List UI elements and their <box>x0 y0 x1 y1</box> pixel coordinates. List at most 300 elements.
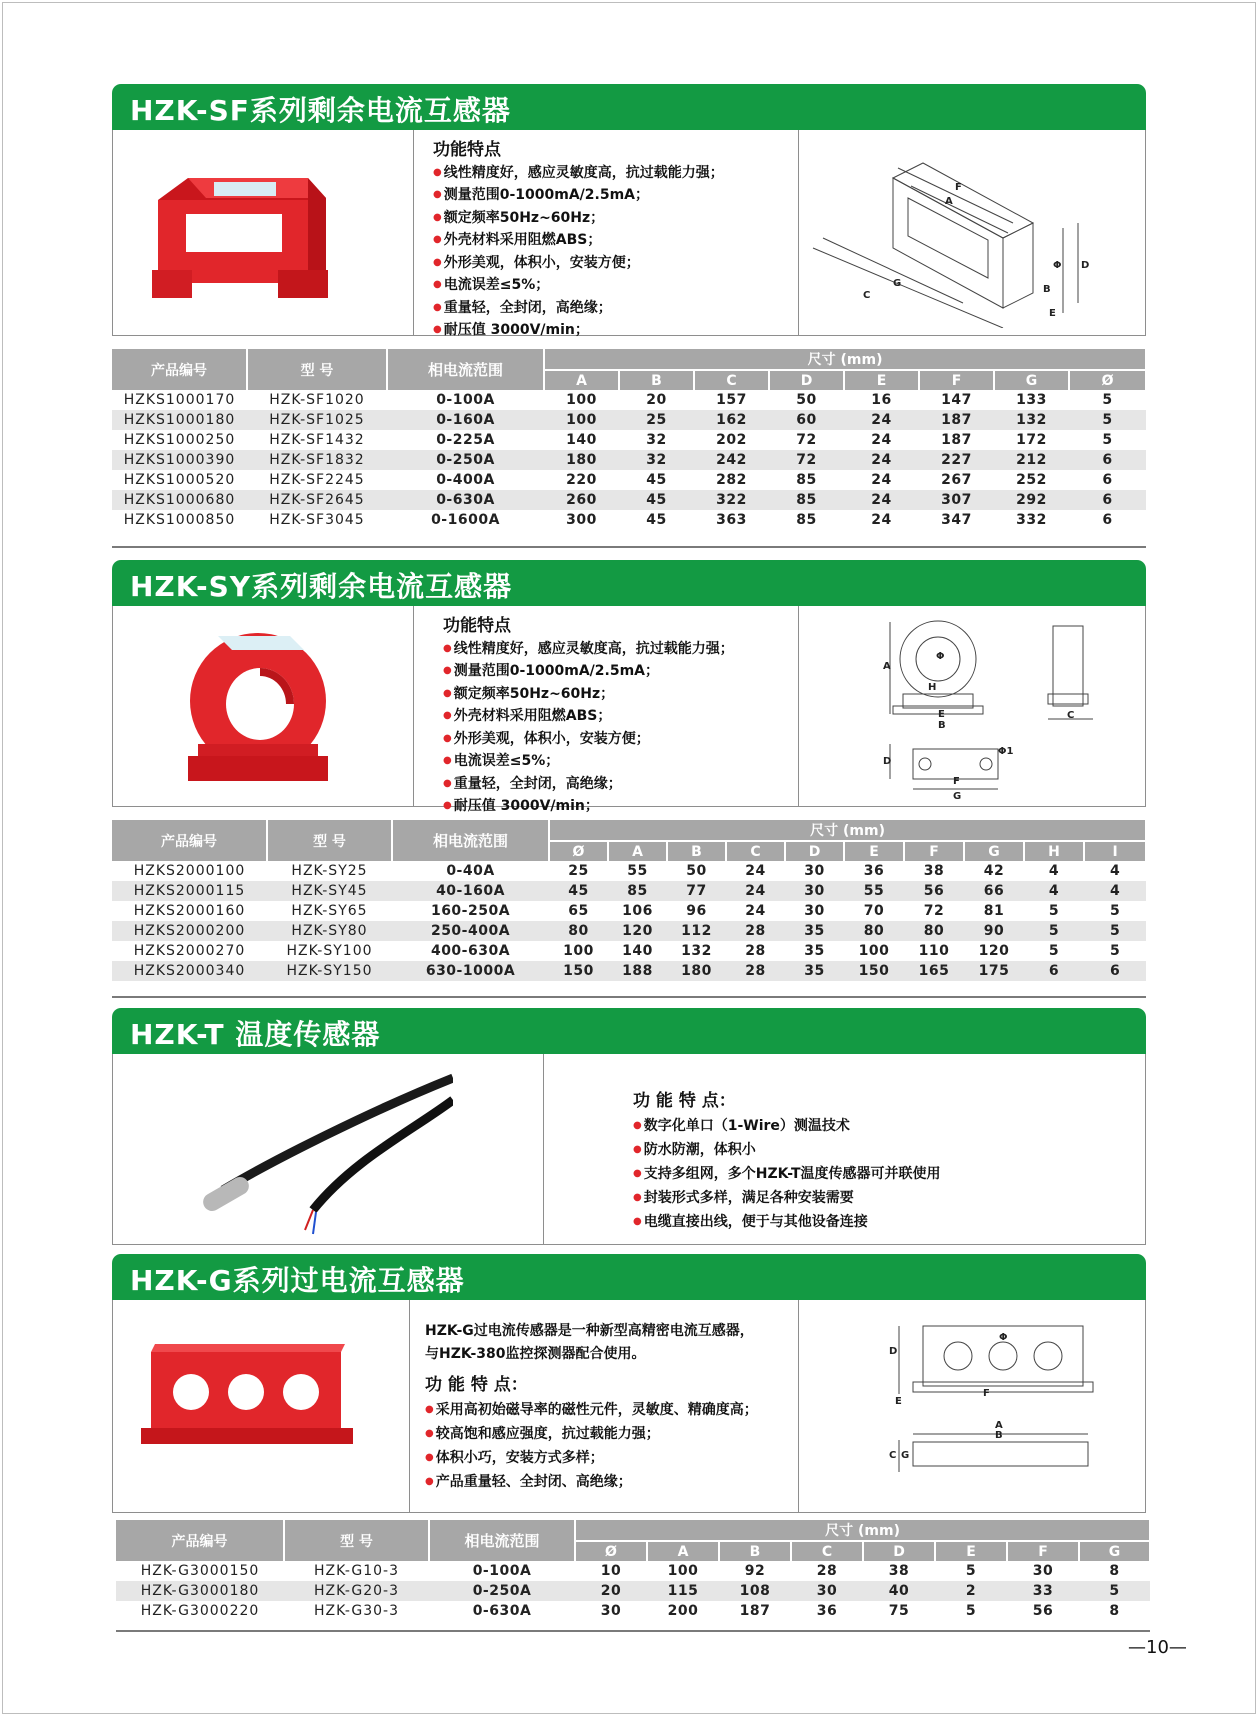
cell-dimension: 5 <box>1084 901 1146 921</box>
section-header <box>112 1008 1146 1054</box>
feature-item: ● 采用高初始磁导率的磁性元件，灵敏度、精确度高； <box>425 1399 758 1423</box>
svg-text:F: F <box>953 776 960 787</box>
section-title: HZK-G系列过电流互感器 <box>130 1264 465 1297</box>
table-row <box>116 1581 1150 1601</box>
cell-dimension: 8 <box>1079 1561 1150 1581</box>
svg-text:G: G <box>893 278 902 289</box>
cell-code: HZKS1000520 <box>112 470 247 490</box>
svg-text:Φ1: Φ1 <box>998 746 1014 757</box>
intro-text <box>425 1320 758 1495</box>
cell-dimension: 56 <box>904 881 964 901</box>
cell-dimension: 157 <box>694 390 769 410</box>
table-row <box>112 961 1146 981</box>
feature-item: ● 电流误差≤5%； <box>433 275 724 298</box>
cell-dimension: 150 <box>844 961 904 981</box>
table-row <box>112 430 1146 450</box>
table-rule <box>112 546 1146 548</box>
cell-model: HZK-SF2245 <box>247 470 387 490</box>
section-title: HZK-SF系列剩余电流互感器 <box>130 94 511 127</box>
cell-dimension: 24 <box>844 450 919 470</box>
cell-dimension: 75 <box>863 1601 935 1621</box>
cell-dimension: 187 <box>919 430 994 450</box>
feature-item: ● 重量轻，全封闭，高绝缘； <box>433 298 724 321</box>
dim-header: B <box>619 370 694 390</box>
cell-dimension: 4 <box>1024 881 1084 901</box>
cell-code: HZKS2000115 <box>112 881 267 901</box>
feature-item: ● 数字化单口（1-Wire）测温技术 <box>633 1115 941 1139</box>
dimension-drawing-g <box>803 1312 1143 1502</box>
table-row <box>112 921 1146 941</box>
cell-dimension: 24 <box>844 410 919 430</box>
feature-item: ● 封装形式多样，满足各种安装需要 <box>633 1187 941 1211</box>
cell-dimension: 252 <box>994 470 1069 490</box>
col-header-dimensions: 尺寸 (mm) <box>544 349 1146 370</box>
dim-header: A <box>647 1541 719 1561</box>
section-g <box>112 1254 1146 1513</box>
cell-code: HZKS2000340 <box>112 961 267 981</box>
cell-model: HZK-G30-3 <box>284 1601 429 1621</box>
cell-code: HZKS1000170 <box>112 390 247 410</box>
cell-dimension: 5 <box>1084 921 1146 941</box>
cell-dimension: 322 <box>694 490 769 510</box>
cell-dimension: 6 <box>1084 961 1146 981</box>
cell-dimension: 6 <box>1069 450 1146 470</box>
feature-item: ● 线性精度好，感应灵敏度高，抗过载能力强； <box>433 163 724 186</box>
cell-dimension: 85 <box>769 490 844 510</box>
svg-text:E: E <box>895 1396 902 1407</box>
cell-dimension: 5 <box>1069 390 1146 410</box>
cell-dimension: 24 <box>844 470 919 490</box>
dim-header: E <box>844 370 919 390</box>
product-photo-t <box>193 1070 453 1240</box>
cell-dimension: 30 <box>1007 1561 1079 1581</box>
page-number: —10— <box>1128 1637 1187 1658</box>
cell-dimension: 30 <box>785 861 844 881</box>
product-panel <box>112 1054 1146 1245</box>
cell-code: HZKS1000250 <box>112 430 247 450</box>
svg-text:A: A <box>995 1420 1003 1431</box>
product-photo-sf <box>148 158 348 308</box>
cell-range: 40-160A <box>392 881 549 901</box>
cell-dimension: 30 <box>575 1601 647 1621</box>
cell-dimension: 300 <box>544 510 619 530</box>
cell-dimension: 8 <box>1079 1601 1150 1621</box>
cell-model: HZK-SY45 <box>267 881 392 901</box>
product-panel <box>112 606 1146 814</box>
cell-dimension: 180 <box>667 961 726 981</box>
cell-code: HZKS2000200 <box>112 921 267 941</box>
cell-dimension: 25 <box>619 410 694 430</box>
cell-dimension: 5 <box>935 1561 1007 1581</box>
cell-dimension: 120 <box>608 921 667 941</box>
cell-dimension: 200 <box>647 1601 719 1621</box>
dim-header: G <box>1079 1541 1150 1561</box>
cell-dimension: 5 <box>1024 901 1084 921</box>
cell-dimension: 85 <box>608 881 667 901</box>
feature-item: ● 耐压值 3000V/min； <box>443 796 734 819</box>
cell-code: HZK-G3000220 <box>116 1601 284 1621</box>
cell-dimension: 108 <box>719 1581 791 1601</box>
cell-dimension: 24 <box>844 510 919 530</box>
cell-dimension: 36 <box>844 861 904 881</box>
dim-header: A <box>544 370 619 390</box>
table-row <box>112 390 1146 410</box>
cell-dimension: 70 <box>844 901 904 921</box>
feature-item: ● 外形美观，体积小，安装方便； <box>443 729 734 752</box>
svg-text:B: B <box>1043 284 1051 295</box>
cell-dimension: 45 <box>549 881 608 901</box>
svg-text:A: A <box>945 196 953 207</box>
cell-dimension: 6 <box>1069 510 1146 530</box>
dim-header: F <box>1007 1541 1079 1561</box>
col-header-range: 相电流范围 <box>429 1520 575 1561</box>
features-title: 功 能 特 点： <box>633 1091 736 1111</box>
feature-item: ● 外壳材料采用阻燃ABS； <box>443 706 734 729</box>
cell-dimension: 2 <box>935 1581 1007 1601</box>
cell-dimension: 28 <box>726 961 785 981</box>
cell-dimension: 363 <box>694 510 769 530</box>
cell-model: HZK-SF1832 <box>247 450 387 470</box>
section-title: HZK-T 温度传感器 <box>130 1018 381 1051</box>
svg-text:Φ: Φ <box>1053 260 1062 271</box>
cell-dimension: 24 <box>844 490 919 510</box>
intro-line: 与HZK-380监控探测器配合使用。 <box>425 1346 646 1362</box>
cell-dimension: 56 <box>1007 1601 1079 1621</box>
col-header-code: 产品编号 <box>112 349 247 390</box>
cell-dimension: 96 <box>667 901 726 921</box>
cell-dimension: 4 <box>1084 861 1146 881</box>
cell-range: 0-630A <box>429 1601 575 1621</box>
product-panel <box>112 1300 1146 1513</box>
cell-dimension: 133 <box>994 390 1069 410</box>
svg-text:E: E <box>938 709 945 720</box>
cell-dimension: 28 <box>726 941 785 961</box>
cell-dimension: 175 <box>964 961 1024 981</box>
cell-dimension: 36 <box>791 1601 863 1621</box>
svg-text:H: H <box>928 682 937 693</box>
dim-header: G <box>964 841 1024 861</box>
cell-dimension: 165 <box>904 961 964 981</box>
cell-dimension: 112 <box>667 921 726 941</box>
dim-header: Ø <box>575 1541 647 1561</box>
svg-text:D: D <box>1081 260 1090 271</box>
section-title: HZK-SY系列剩余电流互感器 <box>130 570 513 603</box>
cell-dimension: 6 <box>1069 470 1146 490</box>
svg-text:G: G <box>901 1450 910 1461</box>
feature-item: ● 线性精度好，感应灵敏度高，抗过载能力强； <box>443 639 734 662</box>
cell-dimension: 120 <box>964 941 1024 961</box>
cell-code: HZK-G3000150 <box>116 1561 284 1581</box>
cell-dimension: 187 <box>719 1601 791 1621</box>
feature-item: ● 测量范围0-1000mA/2.5mA； <box>433 185 724 208</box>
cell-dimension: 85 <box>769 510 844 530</box>
cell-dimension: 4 <box>1024 861 1084 881</box>
cell-range: 0-250A <box>429 1581 575 1601</box>
cell-model: HZK-SF1432 <box>247 430 387 450</box>
cell-range: 0-160A <box>387 410 544 430</box>
cell-dimension: 16 <box>844 390 919 410</box>
cell-dimension: 66 <box>964 881 1024 901</box>
dimension-drawing-sf <box>803 138 1143 328</box>
section-header <box>112 560 1146 606</box>
cell-dimension: 33 <box>1007 1581 1079 1601</box>
features-list <box>633 1090 941 1235</box>
cell-dimension: 5 <box>1084 941 1146 961</box>
features-list <box>443 616 734 819</box>
cell-model: HZK-G20-3 <box>284 1581 429 1601</box>
cell-range: 250-400A <box>392 921 549 941</box>
section-header <box>112 84 1146 130</box>
feature-item: ● 支持多组网，多个HZK-T温度传感器可并联使用 <box>633 1163 941 1187</box>
cell-range: 0-630A <box>387 490 544 510</box>
col-header-model: 型 号 <box>267 820 392 861</box>
cell-range: 630-1000A <box>392 961 549 981</box>
feature-item: ● 防水防潮，体积小 <box>633 1139 941 1163</box>
spec-table-sy <box>112 820 1147 981</box>
cell-dimension: 5 <box>1024 921 1084 941</box>
dim-header: C <box>726 841 785 861</box>
dim-header: Ø <box>1069 370 1146 390</box>
cell-dimension: 212 <box>994 450 1069 470</box>
cell-dimension: 227 <box>919 450 994 470</box>
table-row <box>116 1601 1150 1621</box>
cell-dimension: 40 <box>863 1581 935 1601</box>
cell-dimension: 24 <box>844 430 919 450</box>
cell-dimension: 38 <box>863 1561 935 1581</box>
cell-range: 0-225A <box>387 430 544 450</box>
dim-header: B <box>719 1541 791 1561</box>
feature-item: ● 产品重量轻、全封闭、高绝缘； <box>425 1471 758 1495</box>
section-header <box>112 1254 1146 1300</box>
cell-dimension: 10 <box>575 1561 647 1581</box>
cell-dimension: 100 <box>844 941 904 961</box>
svg-text:B: B <box>938 720 946 731</box>
feature-item: ● 重量轻，全封闭，高绝缘； <box>443 774 734 797</box>
table-row <box>112 881 1146 901</box>
cell-code: HZKS1000680 <box>112 490 247 510</box>
cell-dimension: 45 <box>619 470 694 490</box>
product-photo-sy <box>178 626 338 791</box>
cell-dimension: 188 <box>608 961 667 981</box>
cell-model: HZK-SY25 <box>267 861 392 881</box>
cell-model: HZK-SF1020 <box>247 390 387 410</box>
dim-header: I <box>1084 841 1146 861</box>
dim-header: E <box>844 841 904 861</box>
feature-item: ● 电流误差≤5%； <box>443 751 734 774</box>
cell-dimension: 42 <box>964 861 1024 881</box>
cell-dimension: 260 <box>544 490 619 510</box>
svg-text:E: E <box>1049 308 1056 319</box>
cell-dimension: 332 <box>994 510 1069 530</box>
table-row <box>112 941 1146 961</box>
cell-dimension: 45 <box>619 490 694 510</box>
cell-range: 0-40A <box>392 861 549 881</box>
cell-dimension: 32 <box>619 430 694 450</box>
cell-dimension: 100 <box>549 941 608 961</box>
cell-dimension: 50 <box>667 861 726 881</box>
dim-header: Ø <box>549 841 608 861</box>
cell-dimension: 267 <box>919 470 994 490</box>
feature-item: ● 电缆直接出线，便于与其他设备连接 <box>633 1211 941 1235</box>
cell-dimension: 202 <box>694 430 769 450</box>
dim-header: G <box>994 370 1069 390</box>
dim-header: C <box>694 370 769 390</box>
cell-dimension: 80 <box>844 921 904 941</box>
dim-header: F <box>904 841 964 861</box>
col-header-model: 型 号 <box>284 1520 429 1561</box>
spec-table-sf <box>112 349 1147 530</box>
cell-dimension: 24 <box>726 861 785 881</box>
svg-text:C: C <box>889 1450 897 1461</box>
cell-dimension: 100 <box>544 410 619 430</box>
cell-dimension: 100 <box>544 390 619 410</box>
cell-dimension: 28 <box>726 921 785 941</box>
cell-dimension: 100 <box>647 1561 719 1581</box>
cell-dimension: 172 <box>994 430 1069 450</box>
dim-header: H <box>1024 841 1084 861</box>
cell-code: HZK-G3000180 <box>116 1581 284 1601</box>
cell-dimension: 5 <box>935 1601 1007 1621</box>
svg-text:B: B <box>995 1430 1003 1441</box>
dimension-drawing-sy <box>803 614 1143 799</box>
cell-model: HZK-SY150 <box>267 961 392 981</box>
cell-dimension: 72 <box>904 901 964 921</box>
cell-dimension: 150 <box>549 961 608 981</box>
cell-dimension: 80 <box>904 921 964 941</box>
cell-dimension: 32 <box>619 450 694 470</box>
cell-dimension: 132 <box>667 941 726 961</box>
col-header-dimensions: 尺寸 (mm) <box>549 820 1146 841</box>
cell-dimension: 140 <box>544 430 619 450</box>
feature-item: ● 外形美观，体积小，安装方便； <box>433 253 724 276</box>
cell-dimension: 25 <box>549 861 608 881</box>
cell-dimension: 106 <box>608 901 667 921</box>
table-row <box>112 510 1146 530</box>
cell-code: HZKS2000160 <box>112 901 267 921</box>
cell-dimension: 347 <box>919 510 994 530</box>
feature-item: ● 额定频率50Hz~60Hz； <box>433 208 724 231</box>
product-photo-g <box>141 1340 361 1460</box>
features-title: 功能特点 <box>433 140 501 160</box>
cell-dimension: 6 <box>1024 961 1084 981</box>
cell-model: HZK-SY80 <box>267 921 392 941</box>
section-sy <box>112 560 1146 814</box>
table-body <box>112 390 1146 530</box>
dim-header: F <box>919 370 994 390</box>
dim-header: E <box>935 1541 1007 1561</box>
cell-dimension: 30 <box>785 901 844 921</box>
table-rule <box>112 996 1146 998</box>
table-row <box>112 450 1146 470</box>
cell-dimension: 90 <box>964 921 1024 941</box>
cell-dimension: 307 <box>919 490 994 510</box>
cell-code: HZKS1000180 <box>112 410 247 430</box>
cell-dimension: 28 <box>791 1561 863 1581</box>
table-rule <box>116 1630 1150 1632</box>
cell-dimension: 65 <box>549 901 608 921</box>
cell-dimension: 5 <box>1079 1581 1150 1601</box>
svg-text:Φ: Φ <box>936 651 945 662</box>
cell-code: HZKS2000100 <box>112 861 267 881</box>
table-body <box>112 861 1146 981</box>
table-row <box>116 1561 1150 1581</box>
cell-dimension: 92 <box>719 1561 791 1581</box>
cell-dimension: 140 <box>608 941 667 961</box>
svg-text:C: C <box>1067 710 1075 721</box>
dim-header: C <box>791 1541 863 1561</box>
feature-item: ● 测量范围0-1000mA/2.5mA； <box>443 661 734 684</box>
col-header-range: 相电流范围 <box>392 820 549 861</box>
cell-model: HZK-SF1025 <box>247 410 387 430</box>
col-header-code: 产品编号 <box>112 820 267 861</box>
svg-text:F: F <box>955 182 962 193</box>
feature-item: ● 额定频率50Hz~60Hz； <box>443 684 734 707</box>
cell-dimension: 30 <box>791 1581 863 1601</box>
svg-text:C: C <box>863 290 871 301</box>
cell-dimension: 38 <box>904 861 964 881</box>
dim-header: D <box>863 1541 935 1561</box>
cell-range: 0-100A <box>387 390 544 410</box>
cell-dimension: 35 <box>785 921 844 941</box>
col-header-code: 产品编号 <box>116 1520 284 1561</box>
cell-dimension: 72 <box>769 450 844 470</box>
feature-item: ● 较高饱和感应强度，抗过载能力强； <box>425 1423 758 1447</box>
svg-text:D: D <box>889 1346 898 1357</box>
cell-dimension: 132 <box>994 410 1069 430</box>
cell-range: 160-250A <box>392 901 549 921</box>
cell-code: HZKS1000850 <box>112 510 247 530</box>
cell-dimension: 5 <box>1069 430 1146 450</box>
table-row <box>112 470 1146 490</box>
svg-text:G: G <box>953 791 962 799</box>
cell-dimension: 292 <box>994 490 1069 510</box>
cell-dimension: 77 <box>667 881 726 901</box>
cell-dimension: 4 <box>1084 881 1146 901</box>
svg-text:D: D <box>883 756 892 767</box>
dim-header: B <box>667 841 726 861</box>
dim-header: A <box>608 841 667 861</box>
cell-range: 0-100A <box>429 1561 575 1581</box>
cell-range: 0-400A <box>387 470 544 490</box>
cell-model: HZK-SY100 <box>267 941 392 961</box>
cell-dimension: 81 <box>964 901 1024 921</box>
cell-dimension: 162 <box>694 410 769 430</box>
table-row <box>112 490 1146 510</box>
cell-dimension: 24 <box>726 901 785 921</box>
table-row <box>112 861 1146 881</box>
feature-item: ● 耐压值 3000V/min； <box>433 320 724 343</box>
cell-dimension: 35 <box>785 941 844 961</box>
cell-dimension: 5 <box>1024 941 1084 961</box>
cell-model: HZK-G10-3 <box>284 1561 429 1581</box>
product-panel <box>112 130 1146 336</box>
cell-dimension: 35 <box>785 961 844 981</box>
table-row <box>112 410 1146 430</box>
cell-dimension: 242 <box>694 450 769 470</box>
svg-text:F: F <box>983 1388 990 1399</box>
dim-header: D <box>769 370 844 390</box>
section-t <box>112 1008 1146 1245</box>
col-header-model: 型 号 <box>247 349 387 390</box>
cell-code: HZKS1000390 <box>112 450 247 470</box>
table-row <box>112 901 1146 921</box>
cell-range: 0-1600A <box>387 510 544 530</box>
dim-header: D <box>785 841 844 861</box>
cell-model: HZK-SY65 <box>267 901 392 921</box>
cell-dimension: 50 <box>769 390 844 410</box>
col-header-range: 相电流范围 <box>387 349 544 390</box>
cell-dimension: 20 <box>619 390 694 410</box>
